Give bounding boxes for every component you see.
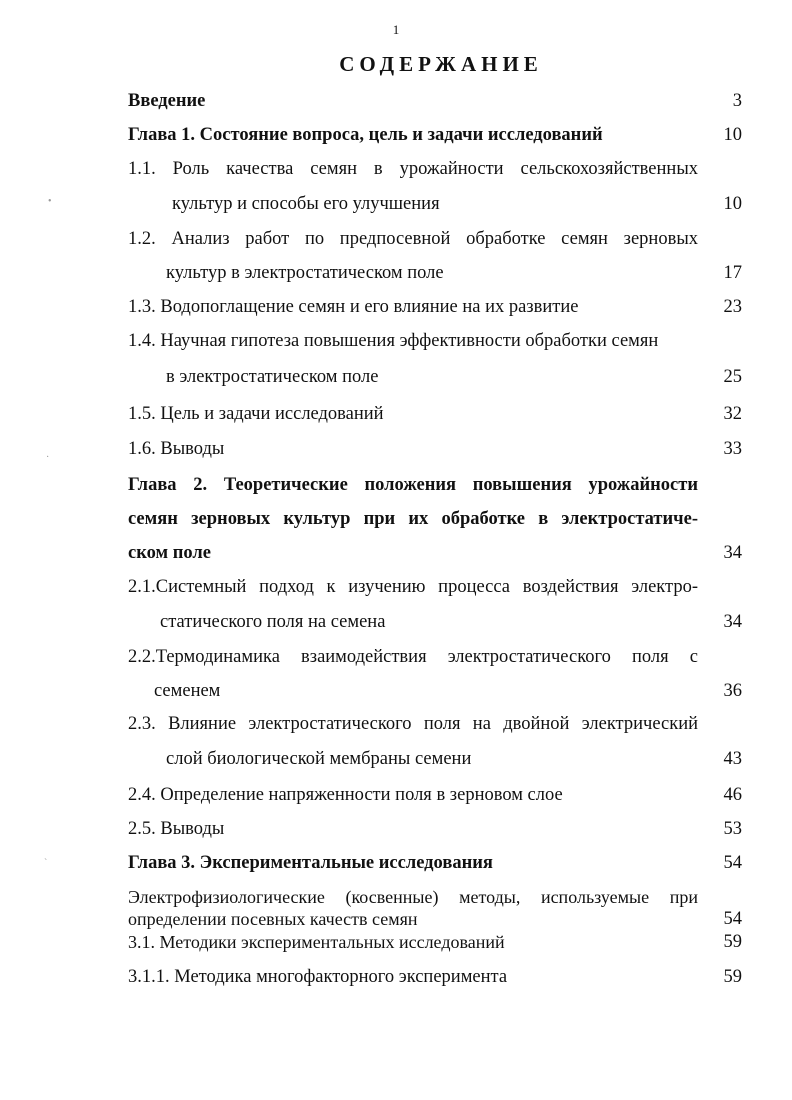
toc-page-3-1-1: 59 — [723, 967, 742, 987]
toc-entry-2-1-line1: 2.1.Системный подход к изучению процесса воздействия электро- — [128, 577, 698, 597]
toc-page-1-4: 25 — [723, 367, 742, 387]
toc-entry-1-5: 1.5. Цель и задачи исследований — [128, 404, 384, 424]
toc-entry-2-4: 2.4. Определение напряженности поля в зерновом слое — [128, 785, 563, 805]
toc-entry-2-3-line2: слой биологической мембраны семени — [166, 749, 472, 769]
toc-entry-ch3-intro-line2: определении посевных качеств семян — [128, 909, 418, 929]
toc-page-ch3-intro: 54 — [723, 909, 742, 929]
toc-entry-chapter-1: Глава 1. Состояние вопроса, цель и задачи исследований — [128, 125, 603, 145]
toc-entry-chapter-2-line2: семян зерновых культур при их обработке в электростатиче- — [128, 509, 698, 529]
toc-page-chapter-2: 34 — [723, 543, 742, 563]
toc-entry-1-1-line1: 1.1. Роль качества семян в урожайности сельскохозяйственных — [128, 159, 698, 179]
toc-entry-ch3-intro-line1: Электрофизиологические (косвенные) методы, используемые при — [128, 887, 698, 907]
toc-entry-1-4-line2: в электростатическом поле — [166, 367, 379, 387]
scan-speck: • — [48, 196, 52, 207]
toc-entry-3-1: 3.1. Методики экспериментальных исследований — [128, 932, 505, 952]
toc-entry-2-5: 2.5. Выводы — [128, 819, 225, 839]
page-title: СОДЕРЖАНИЕ — [339, 52, 543, 76]
toc-page-chapter-1: 10 — [723, 125, 742, 145]
toc-entry-1-1-line2: культур и способы его улучшения — [172, 194, 440, 214]
toc-entry-2-2-line1: 2.2.Термодинамика взаимодействия электростатического поля с — [128, 647, 698, 667]
toc-entry-chapter-2-line1: Глава 2. Теоретические положения повышения урожайности — [128, 475, 698, 495]
toc-entry-1-2-line2: культур в электростатическом поле — [166, 263, 444, 283]
toc-entry-chapter-2-line3: ском поле — [128, 543, 212, 563]
page-number: 1 — [392, 22, 400, 37]
toc-page-1-3: 23 — [723, 297, 742, 317]
toc-page-1-6: 33 — [723, 439, 742, 459]
toc-entry-1-2-line1: 1.2. Анализ работ по предпосевной обработке семян зерновых — [128, 229, 698, 249]
scan-speck: · — [46, 452, 50, 463]
toc-entry-2-3-line1: 2.3. Влияние электростатического поля на двойной электрический — [128, 714, 698, 734]
toc-page-1-1: 10 — [723, 194, 742, 214]
toc-page-3-1: 59 — [723, 932, 742, 952]
toc-entry-1-6: 1.6. Выводы — [128, 439, 225, 459]
toc-entry-2-1-line2: статического поля на семена — [160, 612, 386, 632]
toc-entry-chapter-3: Глава 3. Экспериментальные исследования — [128, 853, 493, 873]
toc-entry-2-2-line2: семенем — [154, 681, 221, 701]
toc-entry-1-3: 1.3. Водопоглащение семян и его влияние на их развитие — [128, 297, 579, 317]
toc-page-2-1: 34 — [723, 612, 742, 632]
toc-entry-intro: Введение — [128, 91, 206, 111]
toc-page-2-4: 46 — [723, 785, 742, 805]
toc-page-2-2: 36 — [723, 681, 742, 701]
scan-speck: ` — [44, 858, 48, 869]
toc-page-intro: 3 — [732, 91, 742, 111]
toc-page-2-3: 43 — [723, 749, 742, 769]
toc-page-2-5: 53 — [723, 819, 742, 839]
toc-page-chapter-3: 54 — [723, 853, 742, 873]
toc-entry-3-1-1: 3.1.1. Методика многофакторного эксперимента — [128, 967, 508, 987]
toc-page-1-5: 32 — [723, 404, 742, 424]
toc-entry-1-4-line1: 1.4. Научная гипотеза повышения эффективности обработки семян — [128, 331, 659, 351]
toc-page-1-2: 17 — [723, 263, 742, 283]
